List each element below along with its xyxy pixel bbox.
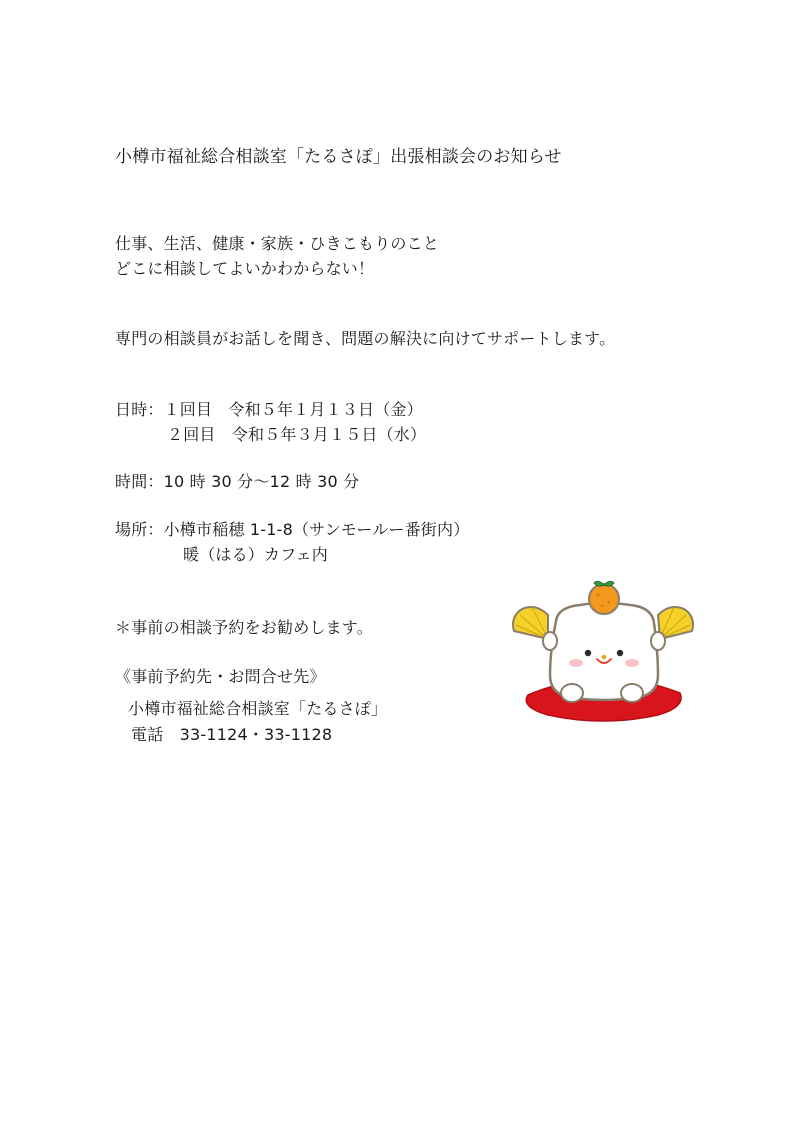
nose	[602, 655, 606, 659]
reservation-note: ＊事前の相談予約をお勧めします。	[115, 618, 373, 637]
date-line-1: 日時：１回目 令和５年１月１３日（金）	[115, 400, 423, 419]
place-line-2: 暖（はる）カフェ内	[183, 545, 329, 564]
right-eye	[617, 650, 623, 656]
left-cheek	[569, 659, 583, 667]
contact-heading: 《事前予約先・お問合せ先》	[115, 667, 326, 686]
intro-line-2: どこに相談してよいかわからない！	[115, 259, 375, 278]
kagami-mochi-mascot-icon	[508, 575, 698, 725]
support-description: 専門の相談員がお話しを聞き、問題の解決に向けてサポートします。	[115, 329, 616, 348]
orange-icon	[589, 584, 619, 614]
place-line-1: 場所：小樽市稲穂 1-1-8（サンモールー番街内）	[115, 520, 470, 539]
left-arm	[543, 632, 557, 650]
right-cheek	[625, 659, 639, 667]
leaf-icon	[594, 581, 604, 586]
contact-phone: 電話 33-1124・33-1128	[131, 725, 333, 744]
intro-line-1: 仕事、生活、健康・家族・ひきこもりのこと	[115, 234, 440, 253]
notice-title: 小樽市福祉総合相談室「たるさぽ」出張相談会のお知らせ	[115, 147, 562, 167]
right-foot	[621, 684, 643, 702]
right-arm	[651, 632, 665, 650]
left-eye	[585, 650, 591, 656]
left-fan-icon	[513, 607, 548, 639]
date-line-2: ２回目 令和５年３月１５日（水）	[167, 425, 427, 444]
time-line: 時間：10 時 30 分～12 時 30 分	[115, 472, 360, 491]
contact-organization: 小樽市福祉総合相談室「たるさぽ」	[128, 699, 388, 718]
left-foot	[561, 684, 583, 702]
